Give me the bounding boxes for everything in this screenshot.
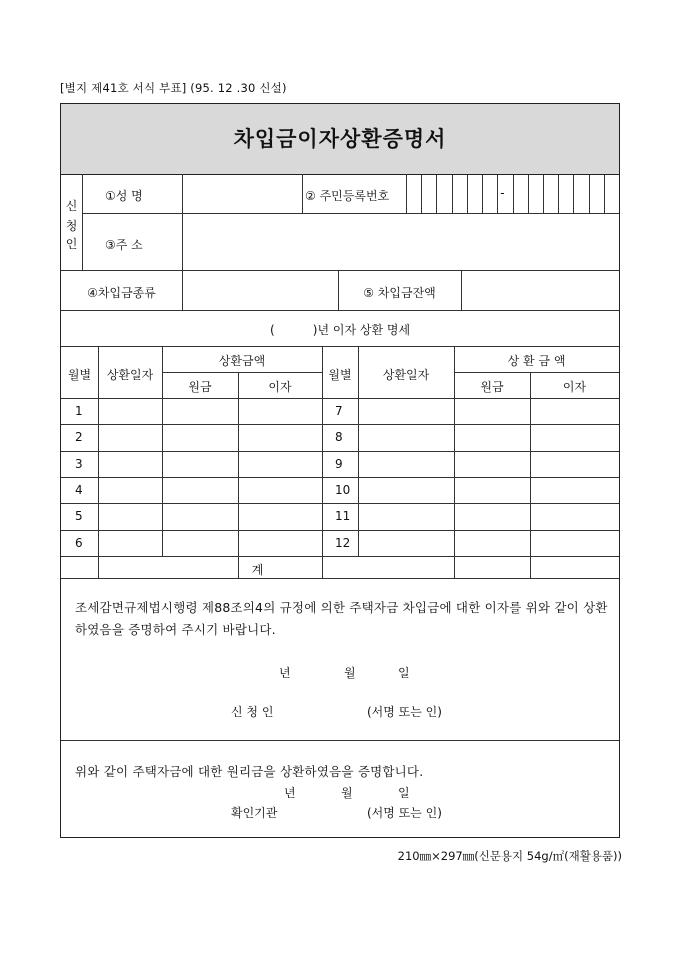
certificate-form: [60, 103, 620, 838]
principal-cell-left[interactable]: [163, 425, 238, 450]
principal-cell-left[interactable]: [163, 452, 238, 477]
month-number-right: 10: [335, 482, 351, 497]
form-reference-note: [별지 제41호 서식 부표] (95. 12 .30 신설): [60, 81, 287, 95]
confirm-month-label: 월: [341, 786, 353, 800]
date-cell-left[interactable]: [99, 478, 162, 503]
date-cell-right[interactable]: [359, 399, 454, 424]
title-band: [61, 104, 619, 175]
form-title: 차입금이자상환증명서: [233, 126, 447, 151]
principal-cell-left[interactable]: [163, 531, 238, 556]
date-cell-left[interactable]: [99, 531, 162, 556]
resident-number-label: ② 주민등록번호: [305, 189, 390, 203]
address-field[interactable]: [183, 214, 619, 270]
total-label: 계: [251, 563, 264, 577]
principal-cell-right[interactable]: [455, 452, 530, 477]
interest-cell-right[interactable]: [531, 504, 619, 529]
resident-number-field[interactable]: [406, 175, 619, 213]
amount-header-right: 상 환 금 액: [507, 354, 566, 368]
resident-number-digit-box[interactable]: [436, 175, 451, 213]
resident-number-digit-box[interactable]: [406, 175, 421, 213]
principal-cell-right[interactable]: [455, 531, 530, 556]
principal-header-right: 원금: [480, 380, 504, 394]
request-day-label: 일: [398, 666, 410, 680]
interest-cell-right[interactable]: [531, 399, 619, 424]
interest-cell-right[interactable]: [531, 478, 619, 503]
month-number-left: 2: [75, 430, 83, 445]
name-label: ①성 명: [105, 189, 143, 203]
principal-cell-left[interactable]: [163, 478, 238, 503]
institution-sign-placeholder: (서명 또는 인): [367, 806, 442, 820]
resident-number-digit-box[interactable]: [558, 175, 573, 213]
interest-header-left: 이자: [268, 380, 292, 394]
month-number-left: 6: [75, 535, 83, 550]
principal-cell-left[interactable]: [163, 399, 238, 424]
interest-cell-left[interactable]: [239, 425, 322, 450]
month-number-right: 12: [335, 535, 351, 550]
total-principal-cell[interactable]: [455, 557, 530, 578]
resident-number-digit-box[interactable]: [482, 175, 497, 213]
date-cell-left[interactable]: [99, 399, 162, 424]
interest-cell-left[interactable]: [239, 478, 322, 503]
principal-cell-right[interactable]: [455, 399, 530, 424]
total-interest-cell[interactable]: [531, 557, 619, 578]
date-header-left: 상환일자: [106, 368, 154, 382]
resident-number-digit-box[interactable]: [589, 175, 604, 213]
applicant-label-char-3: 인: [65, 237, 78, 251]
dash-char: -: [500, 186, 505, 200]
date-cell-right[interactable]: [359, 531, 454, 556]
month-number-left: 4: [75, 482, 83, 497]
resident-number-digit-box[interactable]: [467, 175, 482, 213]
principal-cell-right[interactable]: [455, 425, 530, 450]
date-cell-right[interactable]: [359, 425, 454, 450]
date-header-right: 상환일자: [382, 368, 430, 382]
interest-cell-left[interactable]: [239, 504, 322, 529]
month-number-right: 8: [335, 430, 343, 445]
interest-cell-left[interactable]: [239, 452, 322, 477]
date-cell-right[interactable]: [359, 504, 454, 529]
principal-cell-left[interactable]: [163, 504, 238, 529]
paper-spec-note: 210㎜×297㎜(신문용지 54g/㎡(재활용품)): [397, 849, 622, 863]
request-month-label: 월: [344, 666, 356, 680]
resident-number-digit-box[interactable]: [513, 175, 528, 213]
name-field[interactable]: [183, 175, 302, 213]
loan-balance-label: ⑤ 차입금잔액: [363, 286, 436, 300]
confirmation-text: 위와 같이 주택자금에 대한 원리금을 상환하였음을 증명합니다.: [75, 764, 424, 779]
resident-number-digit-box[interactable]: [421, 175, 436, 213]
principal-header-left: 원금: [188, 380, 212, 394]
date-cell-left[interactable]: [99, 425, 162, 450]
interest-cell-left[interactable]: [239, 531, 322, 556]
confirm-day-label: 일: [398, 786, 410, 800]
interest-cell-left[interactable]: [239, 399, 322, 424]
applicant-label-char-2: 청: [65, 219, 78, 233]
principal-cell-right[interactable]: [455, 504, 530, 529]
date-cell-left[interactable]: [99, 452, 162, 477]
applicant-signature-label: 신 청 인: [231, 705, 274, 719]
amount-header-left: 상환금액: [218, 354, 266, 368]
principal-cell-right[interactable]: [455, 478, 530, 503]
month-number-left: 5: [75, 509, 83, 524]
month-header-right: 월별: [328, 368, 352, 382]
month-number-right: 11: [335, 509, 351, 524]
request-statement-text: 조세감면규제법시행령 제88조의4의 규정에 의한 주택자금 차입금에 대한 이자를 위와 같이 상환하였음을 증명하여 주시기 바랍니다.: [75, 600, 608, 637]
month-number-left: 3: [75, 456, 83, 471]
confirming-institution-label: 확인기관: [231, 806, 278, 820]
address-label: ③주 소: [105, 238, 143, 252]
interest-cell-right[interactable]: [531, 531, 619, 556]
resident-number-digit-box[interactable]: [543, 175, 558, 213]
resident-number-dash: [497, 175, 512, 213]
resident-number-digit-box[interactable]: [604, 175, 619, 213]
resident-number-digit-box[interactable]: [573, 175, 588, 213]
loan-type-label: ④차입금종류: [87, 286, 156, 300]
month-number-right: 7: [335, 404, 343, 418]
date-cell-left[interactable]: [99, 504, 162, 529]
loan-type-field[interactable]: [183, 271, 338, 310]
request-year-label: 년: [279, 666, 291, 680]
resident-number-digit-box[interactable]: [452, 175, 467, 213]
applicant-sign-placeholder: (서명 또는 인): [367, 705, 442, 719]
month-header-left: 월별: [67, 368, 92, 382]
month-number-right: 9: [335, 456, 343, 471]
resident-number-digit-box[interactable]: [528, 175, 543, 213]
repayment-schedule-title: ( )년 이자 상환 명세: [269, 323, 411, 337]
date-cell-right[interactable]: [359, 452, 454, 477]
date-cell-right[interactable]: [359, 478, 454, 503]
interest-header-right: 이자: [562, 380, 587, 394]
loan-balance-field[interactable]: [462, 271, 619, 310]
confirm-year-label: 년: [284, 786, 296, 800]
applicant-label-char-1: 신: [65, 199, 78, 213]
interest-cell-right[interactable]: [531, 425, 619, 450]
month-number-left: 1: [75, 404, 83, 418]
interest-cell-right[interactable]: [531, 452, 619, 477]
